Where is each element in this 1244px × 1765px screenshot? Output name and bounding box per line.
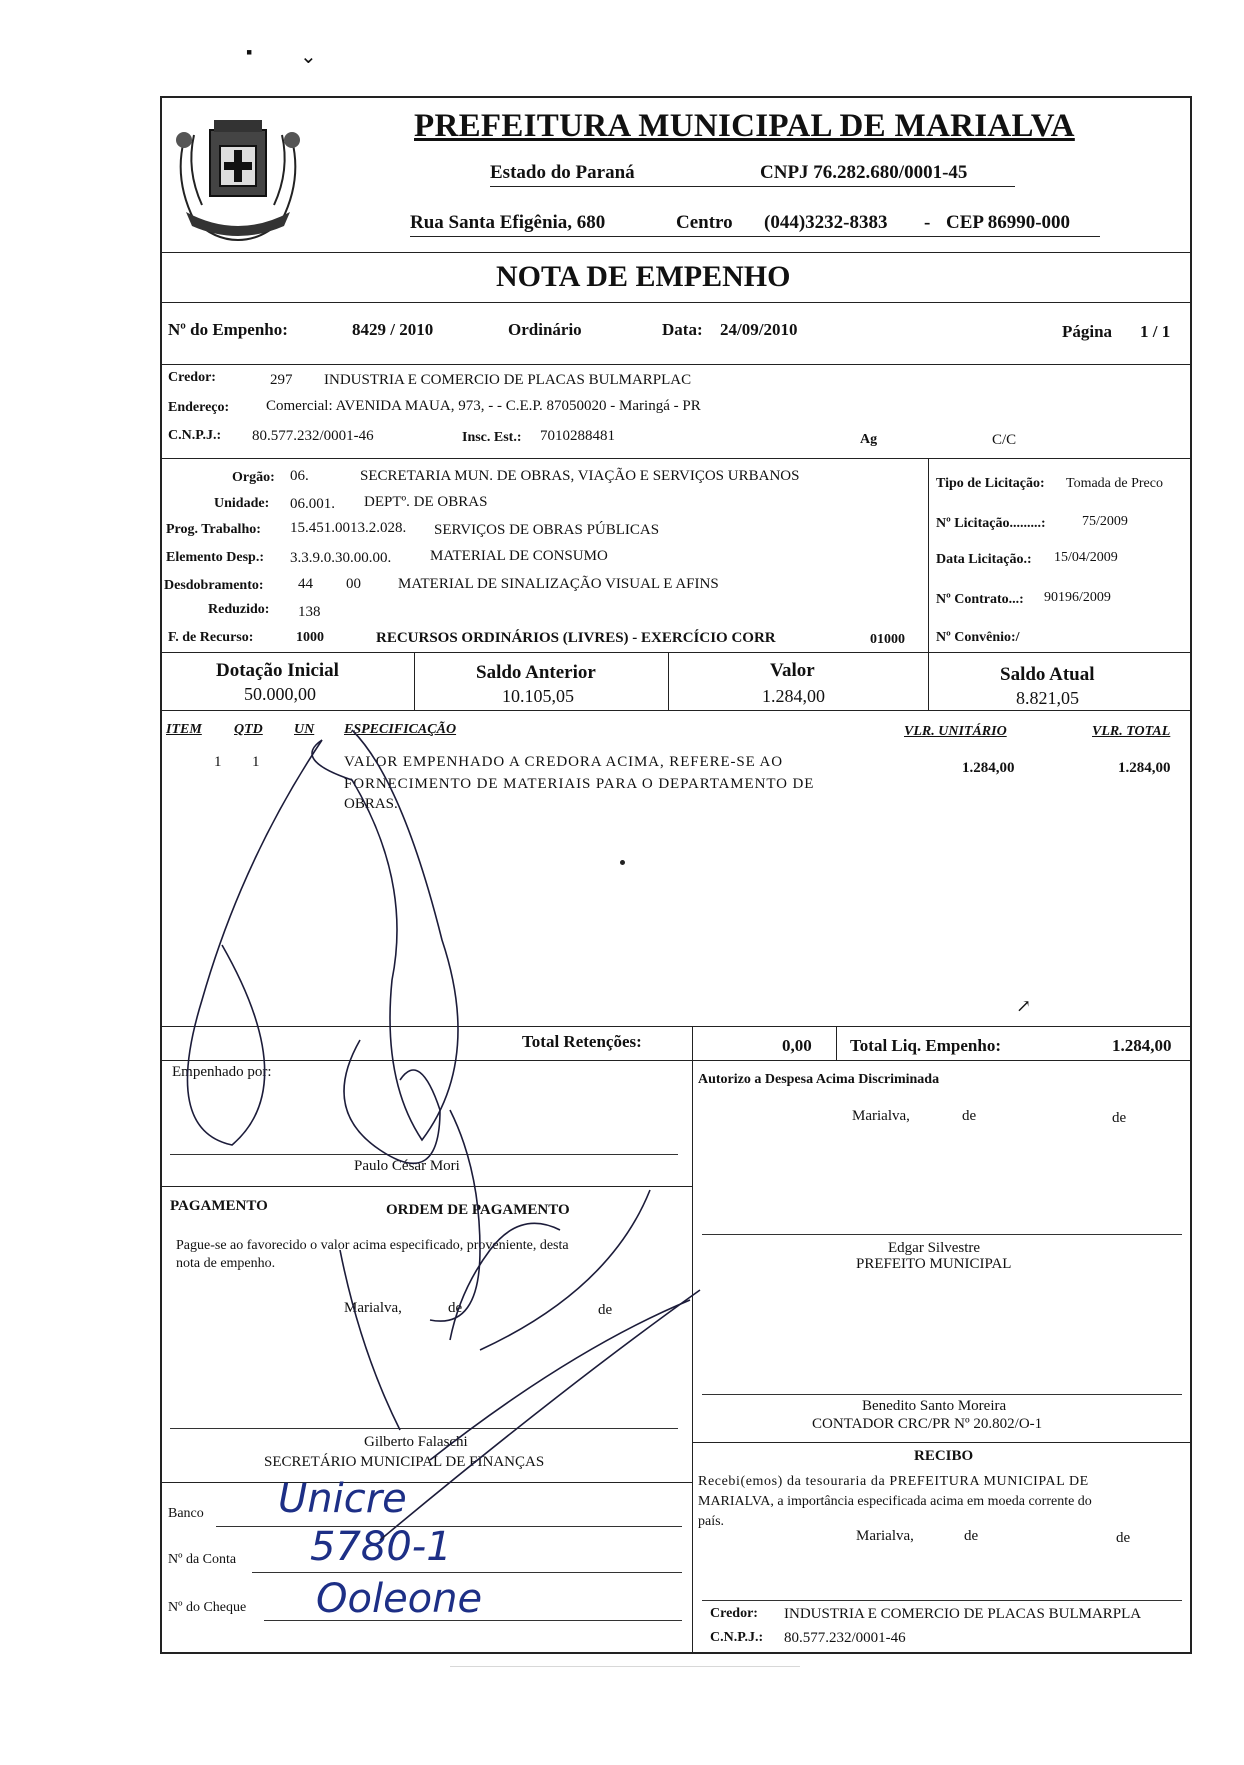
desdob-code1: 44	[298, 576, 313, 592]
autorizo-de1: de	[962, 1108, 977, 1124]
date-value: 24/09/2010	[720, 320, 798, 339]
recurso-label: F. de Recurso:	[168, 630, 254, 645]
contrato-value: 90196/2009	[1044, 590, 1111, 605]
stray-mark: ▪	[246, 42, 253, 62]
valor-label: Valor	[770, 660, 815, 681]
recibo-credor-label: Credor:	[710, 1606, 758, 1621]
cheque-label: Nº do Cheque	[168, 1600, 247, 1615]
doc-title: NOTA DE EMPENHO	[496, 260, 791, 293]
col-header-unit: VLR. UNITÁRIO	[904, 724, 1007, 739]
row-item: 1	[214, 754, 222, 770]
col-header-qtd: QTD	[234, 722, 263, 737]
desdob-code2: 00	[346, 576, 361, 592]
cheque-handwritten: Ooleone	[316, 1576, 483, 1622]
dotacao-label: Dotação Inicial	[216, 660, 339, 681]
contador-name: Benedito Santo Moreira	[862, 1398, 1007, 1414]
reduzido-value: 138	[298, 604, 321, 620]
recibo-title: RECIBO	[914, 1448, 974, 1464]
ordem-label: ORDEM DE PAGAMENTO	[386, 1202, 570, 1218]
row-spec-line1: VALOR EMPENHADO A CREDORA ACIMA, REFERE-SE AO	[344, 754, 784, 770]
liquido-value: 1.284,00	[1112, 1036, 1172, 1055]
desdob-label: Desdobramento:	[164, 578, 264, 593]
dotacao-value: 50.000,00	[244, 684, 316, 704]
row-spec-line2: FORNECIMENTO DE MATERIAIS PARA O DEPARTAMENTO DE	[344, 776, 815, 792]
date-label: Data:	[662, 320, 703, 339]
phone-label: (044)3232-8383	[764, 212, 888, 233]
page-label: Página	[1062, 322, 1113, 341]
address-field-label: Endereço:	[168, 400, 230, 415]
col-header-item: ITEM	[166, 722, 202, 737]
tipo-licitacao-label: Tipo de Licitação:	[936, 476, 1045, 491]
col-header-total: VLR. TOTAL	[1092, 724, 1171, 739]
tipo-licitacao: Tomada de Preco	[1066, 476, 1163, 491]
recibo-cnpj: 80.577.232/0001-46	[784, 1630, 906, 1646]
ag-label: Ag	[860, 432, 878, 447]
credor-cnpj-label: C.N.P.J.:	[168, 428, 222, 443]
recibo-text-2: MARIALVA, a importância especificada acima em moeda corrente do	[698, 1494, 1092, 1509]
numero-licitacao-label: Nº Licitação.........:	[936, 516, 1046, 531]
data-licitacao-label: Data Licitação.:	[936, 552, 1032, 567]
orgao-name: SECRETARIA MUN. DE OBRAS, VIAÇÃO E SERVIÇOS URBANOS	[360, 468, 800, 484]
recibo-credor-name: INDUSTRIA E COMERCIO DE PLACAS BULMARPLA	[784, 1606, 1142, 1622]
gilberto-title: SECRETÁRIO MUNICIPAL DE FINANÇAS	[264, 1454, 545, 1470]
autorizo-de2: de	[1112, 1110, 1127, 1126]
address-label: Rua Santa Efigênia, 680	[410, 212, 606, 233]
credor-name: INDUSTRIA E COMERCIO DE PLACAS BULMARPLAC	[324, 372, 692, 388]
gilberto-signer: Gilberto Falaschi	[364, 1434, 468, 1450]
cc-label: C/C	[992, 432, 1017, 448]
retencoes-label: Total Retenções:	[522, 1032, 642, 1051]
separator: -	[924, 212, 931, 233]
prefeito-title: PREFEITO MUNICIPAL	[856, 1256, 1012, 1272]
pagamento-label: PAGAMENTO	[170, 1198, 268, 1214]
empenhado-signer: Paulo César Mori	[354, 1158, 460, 1174]
prefeito-name: Edgar Silvestre	[888, 1240, 981, 1256]
insc-label: Insc. Est.:	[462, 430, 522, 445]
empenho-type: Ordinário	[508, 320, 582, 339]
banco-handwritten: Unicre	[278, 1476, 407, 1522]
desdob-name: MATERIAL DE SINALIZAÇÃO VISUAL E AFINS	[398, 576, 719, 592]
credor-label: Credor:	[168, 370, 216, 385]
contador-title: CONTADOR CRC/PR Nº 20.802/O-1	[812, 1416, 1043, 1432]
elemento-code: 3.3.9.0.30.00.00.	[290, 550, 392, 566]
row-total: 1.284,00	[1118, 760, 1171, 776]
state-label: Estado do Paraná	[490, 162, 635, 183]
recibo-text-1: Recebi(emos) da tesouraria da PREFEITURA MUNICIPAL DE	[698, 1474, 1089, 1489]
cep-label: CEP 86990-000	[946, 212, 1071, 233]
conta-label: Nº da Conta	[168, 1552, 237, 1567]
recibo-de1: de	[964, 1528, 979, 1544]
pagamento-de1: de	[448, 1300, 463, 1316]
valor-value: 1.284,00	[762, 686, 825, 706]
row-spec-line3: OBRAS.	[344, 796, 398, 812]
recibo-city: Marialva,	[856, 1528, 914, 1544]
recibo-de2: de	[1116, 1530, 1131, 1546]
col-header-spec: ESPECIFICAÇÃO	[344, 722, 457, 737]
recurso-name: RECURSOS ORDINÁRIOS (LIVRES) - EXERCÍCIO CORR	[376, 630, 776, 646]
orgao-label: Orgão:	[232, 470, 275, 485]
unidade-label: Unidade:	[214, 496, 270, 511]
credor-cnpj: 80.577.232/0001-46	[252, 428, 374, 444]
pagamento-text-2: nota de empenho.	[176, 1256, 276, 1271]
atual-value: 8.821,05	[1016, 688, 1079, 708]
empenho-number-label: Nº do Empenho:	[168, 320, 288, 339]
prog-label: Prog. Trabalho:	[166, 522, 261, 537]
unidade-code: 06.001.	[290, 496, 335, 512]
pen-mark: ↗	[1016, 996, 1032, 1016]
orgao-code: 06.	[290, 468, 309, 484]
autorizo-label: Autorizo a Despesa Acima Discriminada	[698, 1072, 940, 1087]
elemento-label: Elemento Desp.:	[166, 550, 264, 565]
anterior-label: Saldo Anterior	[476, 662, 596, 683]
pagamento-text-1: Pague-se ao favorecido o valor acima especificado, proveniente, desta	[176, 1238, 569, 1253]
contrato-label: Nº Contrato...:	[936, 592, 1024, 607]
anterior-value: 10.105,05	[502, 686, 574, 706]
convenio-label: Nº Convênio:/	[936, 630, 1020, 645]
conta-handwritten: 5780-1	[310, 1524, 452, 1570]
prog-name: SERVIÇOS DE OBRAS PÚBLICAS	[434, 522, 660, 538]
reduzido-label: Reduzido:	[208, 602, 270, 617]
credor-address: Comercial: AVENIDA MAUA, 973, - - C.E.P. 87050020 - Maringá - PR	[266, 398, 701, 414]
pagamento-de2: de	[598, 1302, 613, 1318]
empenhado-label: Empenhado por:	[172, 1064, 272, 1080]
elemento-name: MATERIAL DE CONSUMO	[430, 548, 608, 564]
numero-licitacao: 75/2009	[1082, 514, 1128, 529]
recibo-cnpj-label: C.N.P.J.:	[710, 1630, 764, 1645]
stray-mark: ⌄	[300, 46, 317, 68]
atual-label: Saldo Atual	[1000, 664, 1095, 685]
retencoes-value: 0,00	[782, 1036, 812, 1055]
neighborhood-label: Centro	[676, 212, 733, 233]
page-title: PREFEITURA MUNICIPAL DE MARIALVA	[414, 108, 1075, 144]
prog-code: 15.451.0013.2.028.	[290, 520, 407, 536]
recibo-text-3: país.	[698, 1514, 725, 1529]
cnpj-label: CNPJ 76.282.680/0001-45	[760, 162, 968, 183]
pagamento-city: Marialva,	[344, 1300, 402, 1316]
autorizo-city: Marialva,	[852, 1108, 910, 1124]
row-qtd: 1	[252, 754, 260, 770]
data-licitacao: 15/04/2009	[1054, 550, 1118, 565]
banco-label: Banco	[168, 1506, 204, 1521]
row-unit: 1.284,00	[962, 760, 1015, 776]
page-value: 1 / 1	[1140, 322, 1171, 341]
unidade-name: DEPTº. DE OBRAS	[364, 494, 488, 510]
liquido-label: Total Liq. Empenho:	[850, 1036, 1001, 1055]
col-header-un: UN	[294, 722, 315, 737]
empenho-number: 8429 / 2010	[352, 320, 434, 339]
recurso-code2: 01000	[870, 632, 905, 647]
faint-stamp	[450, 1666, 800, 1679]
recurso-code: 1000	[296, 630, 324, 645]
insc-value: 7010288481	[540, 428, 615, 444]
credor-code: 297	[270, 372, 293, 388]
